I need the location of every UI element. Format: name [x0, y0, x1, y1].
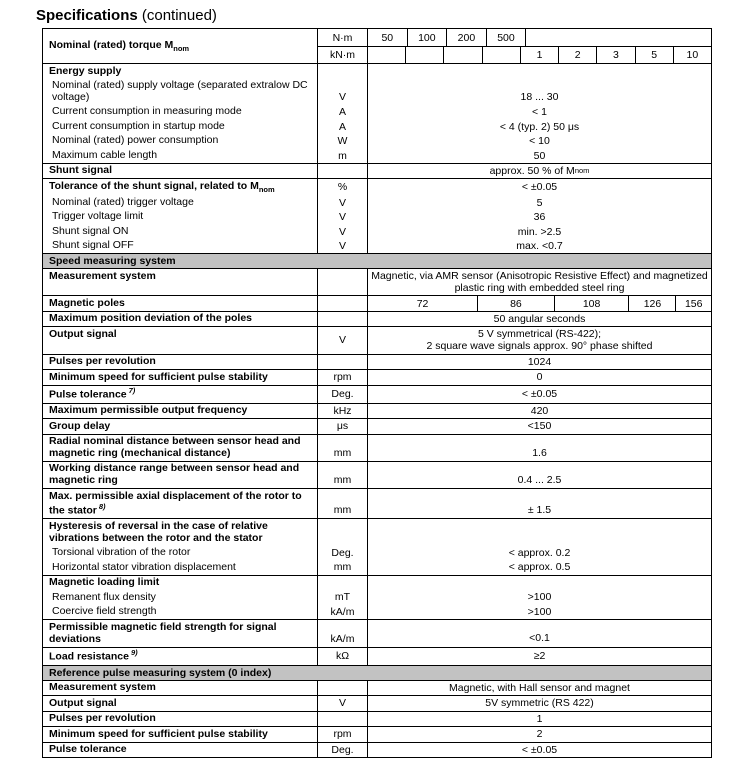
row-value: Magnetic, with Hall sensor and magnet: [449, 681, 630, 694]
row-unit: [318, 312, 368, 327]
row-value: < approx. 0.5: [508, 561, 571, 574]
row-magnetic-loading-header: [43, 576, 711, 590]
row-label: [43, 419, 318, 434]
torque-knm-cells: [368, 47, 711, 63]
row-unit: kΩ: [318, 648, 368, 665]
value-cell: 2: [559, 47, 597, 63]
row-unit: mm: [318, 462, 368, 488]
row-value-text: approx. 50 % of M: [489, 165, 575, 177]
row-label-text: Tolerance of the shunt signal, related to M: [49, 179, 259, 192]
subscript-nom: nom: [258, 184, 275, 194]
value-cell: 200: [447, 29, 487, 46]
value-cell: 3: [597, 47, 635, 63]
row-label: [43, 179, 318, 195]
row-label: [43, 560, 318, 574]
value-cell: 156: [684, 297, 703, 310]
subscript-nom: nom: [574, 165, 590, 175]
row-label-text: Shunt signal ON: [52, 224, 129, 237]
row-cable-length: [43, 148, 711, 162]
row-label: [43, 435, 318, 461]
row-value: max. <0.7: [516, 240, 563, 253]
row-label: [43, 269, 318, 295]
value-cell: 108: [555, 296, 630, 311]
torque-row-knm: [318, 46, 711, 63]
row-trigger-voltage: [43, 195, 711, 209]
row-value: Magnetic, via AMR sensor (Anisotropic Resistive Effect) and magnetized plastic ring with embedded steel ring: [371, 270, 708, 295]
row-unit: mm: [318, 560, 368, 574]
row-label-text: Current consumption in measuring mode: [52, 105, 242, 118]
row-unit: mT: [318, 590, 368, 604]
torque-value-rows: [318, 29, 711, 63]
row-value: [368, 164, 711, 179]
row-value: 1024: [527, 355, 552, 368]
row-label-text: Coercive field strength: [52, 605, 157, 618]
row-value: < ±0.05: [521, 743, 558, 756]
row-torsional-vibration: [43, 546, 711, 560]
row-label: [43, 164, 318, 179]
row-unit: [318, 681, 368, 696]
row-value-line1: 5 V symmetrical (RS-422);: [477, 328, 602, 341]
row-unit: [318, 64, 368, 78]
value-cell: 86: [478, 296, 555, 311]
value-cell: 126: [629, 296, 676, 311]
row-value: < ±0.05: [521, 388, 558, 400]
value-cell: 50: [368, 29, 408, 46]
torque-nm-cells: [368, 29, 711, 46]
row-permissible-field-strength: [43, 619, 711, 646]
row-unit: V: [318, 195, 368, 209]
row-label: [43, 404, 318, 419]
row-label: [43, 519, 318, 545]
row-label: [43, 355, 318, 370]
row-value: 18 ... 30: [520, 90, 559, 103]
row-unit: kHz: [318, 404, 368, 419]
row-pulses-per-revolution: [43, 354, 711, 370]
section-energy-supply: [43, 63, 711, 163]
row-load-resistance: [43, 647, 711, 665]
row-value: <0.1: [529, 632, 550, 645]
row-value: [368, 327, 711, 353]
row-current-startup: [43, 119, 711, 133]
row-label: [43, 239, 318, 253]
row-unit: Deg.: [318, 386, 368, 403]
row-ref-measurement-system: [43, 680, 711, 696]
row-unit: kN·m: [318, 47, 368, 63]
value-cell: 10: [686, 49, 699, 61]
row-label-text: Group delay: [49, 419, 111, 432]
specifications-table: [42, 28, 712, 758]
row-label-text: Energy supply: [49, 64, 122, 77]
row-value: [368, 576, 711, 590]
row-value: < approx. 0.2: [508, 546, 571, 559]
row-unit: rpm: [318, 727, 368, 742]
row-label: [43, 327, 318, 353]
row-label-text: Minimum speed for sufficient pulse stability: [49, 370, 268, 383]
row-label: [43, 605, 318, 619]
row-unit: [318, 355, 368, 370]
row-current-measuring: [43, 105, 711, 119]
row-label: [43, 29, 318, 63]
value-cell: 5: [636, 47, 674, 63]
row-label-text: Load resistance: [49, 650, 129, 663]
row-label: [43, 489, 318, 518]
row-unit: rpm: [318, 370, 368, 385]
row-label: [43, 462, 318, 488]
row-value: 5: [536, 196, 543, 209]
row-label: [43, 727, 318, 742]
row-value: [368, 519, 711, 545]
value-cell-empty: [368, 47, 406, 63]
value-cell-empty: [444, 47, 482, 63]
row-label-text: Shunt signal OFF: [52, 239, 134, 252]
row-unit: V: [318, 78, 368, 104]
value-cell: 72: [368, 296, 478, 311]
row-label: [43, 134, 318, 148]
value-cell-empty: [483, 47, 521, 63]
value-cell-empty: [406, 47, 444, 63]
row-label-text: Current consumption in startup mode: [52, 119, 225, 132]
row-shunt-off: [43, 239, 711, 253]
row-position-deviation: [43, 311, 711, 327]
row-label-text: Permissible magnetic field strength for signal deviations: [49, 620, 277, 645]
row-label-text: Magnetic loading limit: [49, 576, 160, 589]
row-max-output-frequency: [43, 403, 711, 419]
row-label: [43, 105, 318, 119]
row-label-text: Maximum permissible output frequency: [49, 404, 248, 417]
row-label-text: Output signal: [49, 327, 117, 340]
row-unit: m: [318, 148, 368, 162]
row-label-text: Shunt signal: [49, 164, 112, 177]
row-speed-measurement-system: [43, 268, 711, 295]
row-label-text: Magnetic poles: [49, 296, 125, 309]
page-title-bold: Specifications: [36, 7, 138, 24]
row-unit: A: [318, 119, 368, 133]
row-label: [43, 224, 318, 238]
row-shunt-tolerance: [43, 179, 711, 195]
row-label-text: Measurement system: [49, 681, 156, 694]
row-value: [368, 64, 711, 78]
row-unit: V: [318, 210, 368, 224]
row-label-text: Working distance range between sensor head and magnetic ring: [49, 462, 300, 487]
row-shunt-on: [43, 224, 711, 238]
row-unit: kA/m: [318, 620, 368, 646]
subscript-nom: nom: [173, 44, 190, 54]
row-label: [43, 681, 318, 696]
row-label-text: Radial nominal distance between sensor head and magnetic ring: [49, 435, 301, 459]
footnote-marker-7: 7): [128, 386, 136, 396]
row-unit: V: [318, 239, 368, 253]
torque-row-nm: [318, 29, 711, 46]
row-label-text: Maximum cable length: [52, 148, 158, 161]
row-value: <150: [527, 420, 552, 433]
row-label-text: Trigger voltage limit: [52, 210, 144, 223]
row-label-text: Horizontal stator vibration displacement: [52, 560, 236, 573]
row-label: [43, 576, 318, 590]
row-value: 50 angular seconds: [493, 313, 586, 326]
row-value: 2: [536, 728, 543, 741]
row-label-text: Pulses per revolution: [49, 712, 156, 725]
page-title-rest: (continued): [137, 7, 217, 24]
row-magnetic-poles: [43, 295, 711, 311]
row-label-text: Maximum position deviation of the poles: [49, 312, 253, 325]
row-unit: V: [318, 696, 368, 711]
row-value-line2: 2 square wave signals approx. 90° phase shifted: [426, 340, 653, 353]
row-label: [43, 195, 318, 209]
section-magnetic-loading: [43, 575, 711, 619]
page-title: [36, 7, 750, 24]
row-coercive-field: [43, 605, 711, 619]
row-unit: [318, 576, 368, 590]
row-unit: W: [318, 134, 368, 148]
value-cell-empty: [526, 29, 711, 46]
footnote-marker-8: 8): [98, 501, 106, 511]
row-unit: [318, 519, 368, 545]
row-shunt-signal: [43, 163, 711, 179]
row-unit: [318, 164, 368, 179]
row-value: min. >2.5: [517, 225, 562, 238]
row-label-text: Pulse tolerance: [49, 743, 127, 756]
row-ref-pulses-per-revolution: [43, 711, 711, 727]
row-label-text: Max. permissible axial displacement of the rotor to the stator: [49, 489, 302, 517]
row-trigger-voltage-limit: [43, 210, 711, 224]
row-label-text: Output signal: [49, 696, 117, 709]
row-value: 36: [533, 211, 546, 224]
row-label-plain: (mechanical distance): [120, 446, 231, 459]
row-value: >100: [527, 605, 552, 618]
row-label-text: Nominal (rated) supply voltage (separated extralow DC voltage): [52, 78, 308, 103]
row-value: < 1: [532, 106, 547, 119]
row-label-text: Hysteresis of reversal in the case of relative vibrations between the rotor and the stator: [49, 519, 268, 544]
row-unit: [318, 269, 368, 295]
row-label-text: Measurement system: [49, 269, 156, 282]
row-label: [43, 743, 318, 758]
row-label: [43, 148, 318, 162]
value-cell: 1: [521, 47, 559, 63]
row-value: 1: [536, 712, 543, 725]
row-value: 5V symmetric (RS 422): [485, 697, 594, 710]
row-value: < ±0.05: [521, 181, 558, 194]
section-header-speed-measuring: Speed measuring system: [43, 253, 711, 268]
section-hysteresis: [43, 518, 711, 574]
row-value: >100: [527, 591, 552, 604]
row-unit: V: [318, 224, 368, 238]
row-unit: mm: [318, 489, 368, 518]
row-group-delay: [43, 418, 711, 434]
row-speed-output-signal: [43, 326, 711, 353]
row-value: < 10: [529, 135, 550, 148]
footnote-marker-9: 9): [130, 648, 138, 658]
row-value: 0: [536, 371, 543, 384]
row-hysteresis-header: [43, 519, 711, 545]
row-nominal-torque: [43, 29, 711, 63]
row-axial-displacement: [43, 488, 711, 518]
row-label-text: Pulse tolerance: [49, 388, 127, 401]
row-label: [43, 590, 318, 604]
row-ref-output-signal: [43, 695, 711, 711]
row-label: [43, 712, 318, 727]
row-unit: μs: [318, 419, 368, 434]
row-ref-minimum-speed: [43, 726, 711, 742]
row-value: 420: [530, 404, 549, 417]
row-label: [43, 119, 318, 133]
row-energy-header: [43, 64, 711, 78]
row-label: [43, 370, 318, 385]
row-label: [43, 696, 318, 711]
value-cell: 500: [487, 29, 527, 46]
row-value: < 4 (typ. 2) 50 μs: [499, 120, 580, 133]
row-value: 0.4 ... 2.5: [517, 474, 562, 487]
row-horizontal-stator-vibration: [43, 560, 711, 574]
row-value: ≥2: [533, 650, 546, 662]
row-unit: V: [318, 327, 368, 353]
row-ref-pulse-tolerance-partial: [43, 742, 711, 758]
row-working-distance: [43, 461, 711, 488]
row-value: ± 1.5: [527, 504, 552, 517]
row-unit: [318, 712, 368, 727]
row-label: [43, 78, 318, 104]
row-pulse-tolerance: [43, 385, 711, 403]
row-label: [43, 312, 318, 327]
row-unit: %: [318, 179, 368, 195]
row-label: [43, 648, 318, 665]
row-unit: mm: [318, 435, 368, 461]
section-shunt-tolerance: [43, 178, 711, 253]
row-label: [43, 620, 318, 646]
row-unit: A: [318, 105, 368, 119]
row-radial-distance: [43, 434, 711, 461]
torque-label-main: Nominal (rated) torque M: [49, 38, 174, 51]
row-label: [43, 296, 318, 311]
row-label-text: Nominal (rated) trigger voltage: [52, 195, 194, 208]
row-unit: Deg.: [318, 546, 368, 560]
row-minimum-speed: [43, 369, 711, 385]
row-unit: N·m: [318, 29, 368, 46]
row-value: 50: [533, 149, 546, 162]
value-cell: 100: [408, 29, 448, 46]
row-label-text: Remanent flux density: [52, 590, 156, 603]
row-label: [43, 386, 318, 403]
row-label-text: Minimum speed for sufficient pulse stability: [49, 727, 268, 740]
row-value: 1.6: [532, 446, 547, 459]
row-label-text: Torsional vibration of the rotor: [52, 546, 191, 559]
row-unit: [318, 296, 368, 311]
row-label: [43, 64, 318, 78]
row-supply-voltage: [43, 78, 711, 104]
row-label: [43, 546, 318, 560]
row-unit: kA/m: [318, 605, 368, 619]
row-power-consumption: [43, 134, 711, 148]
row-label-text: [49, 39, 189, 53]
row-label: [43, 210, 318, 224]
row-unit: Deg.: [318, 743, 368, 758]
row-remanent-flux: [43, 590, 711, 604]
section-header-reference-pulse: Reference pulse measuring system (0 index): [43, 665, 711, 680]
row-label-text: Nominal (rated) power consumption: [52, 134, 219, 147]
row-label-text: Pulses per revolution: [49, 355, 156, 368]
poles-cells: [368, 296, 711, 311]
